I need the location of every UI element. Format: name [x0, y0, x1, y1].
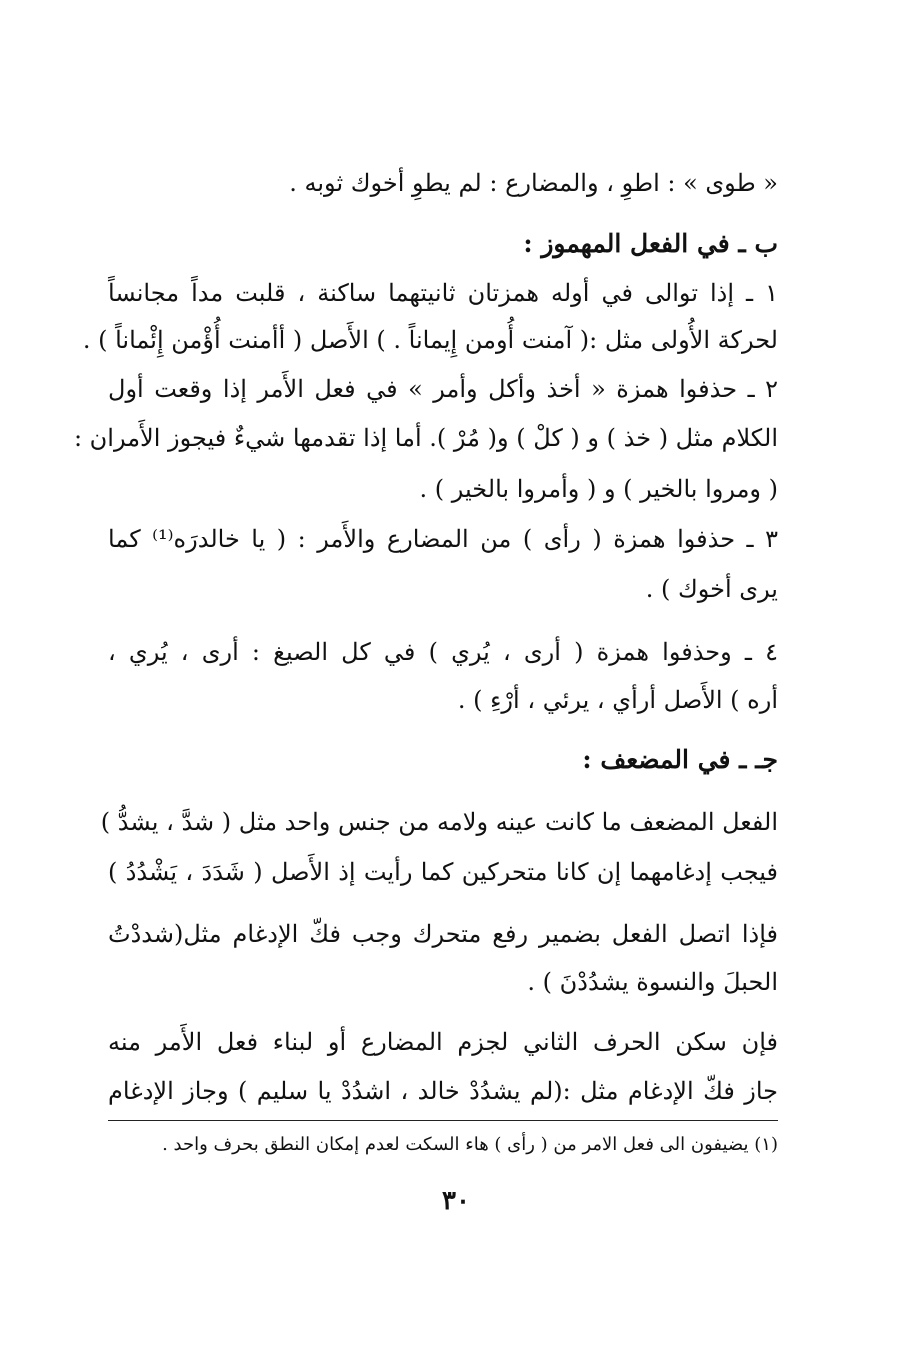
footnote: (١) يضيفون الى فعل الامر من ( رأى ) هاء السكت لعدم إمكان النطق بحرف واحد . — [162, 1134, 778, 1155]
text-line-14: فيجب إدغامهما إن كانا متحركين كما رأيت إذ الأَصل ( شَدَدَ ، يَشْدُدُ ) — [108, 858, 778, 886]
text-line-13: الفعل المضعف ما كانت عينه ولامه من جنس واحد مثل ( شدَّ ، يشدُّ ) — [100, 808, 778, 836]
text-line-8: ٣ ـ حذفوا همزة ( رأى ) من المضارع والأَمر : ( يا خالدرَه⁽¹⁾ كما — [108, 525, 778, 553]
text-line-16: الحبلَ والنسوة يشدُدْنَ ) . — [527, 968, 778, 996]
text-line-15: فإذا اتصل الفعل بضمير رفع متحرك وجب فكّ الإدغام مثل(شددْتُ — [108, 920, 778, 948]
text-line-9: يرى أخوك ) . — [645, 575, 778, 603]
text-line-11: أره ) الأَصل أرأي ، يرئي ، أرْءِ ) . — [457, 686, 778, 714]
text-line-7: ( ومروا بالخير ) و ( وأمروا بالخير ) . — [419, 475, 778, 503]
page-number: ٣٠ — [442, 1186, 470, 1216]
text-line-6: الكلام مثل ( خذ ) و ( كلْ ) و( مُرْ ). أما إذا تقدمها شيءٌ فيجوز الأَمران : — [73, 424, 778, 452]
section-heading-hamzated-verb: ب ـ في الفعل المهموز : — [523, 229, 778, 258]
text-line-1: « طوى » : اطوِ ، والمضارع : لم يطوِ أخوك ثوبه . — [289, 169, 778, 197]
text-line-10: ٤ ـ وحذفوا همزة ( أرى ، يُري ) في كل الصيغ : أرى ، يُري ، — [108, 638, 778, 666]
text-line-5: ٢ ـ حذفوا همزة « أخذ وأكل وأمر » في فعل الأَمر إذا وقعت أول — [108, 375, 778, 403]
section-heading-doubled-verb: جـ ـ في المضعف : — [582, 745, 778, 774]
text-line-4: لحركة الأُولى مثل :( آمنت أُومن إِيماناً . ) الأَصل ( أأمنت أُؤْمن إِئْماناً ) . — [82, 326, 778, 354]
text-line-3: ١ ـ إذا توالى في أوله همزتان ثانيتهما ساكنة ، قلبت مداً مجانساً — [108, 279, 778, 307]
text-line-17: فإن سكن الحرف الثاني لجزم المضارع أو لبناء فعل الأَمر منه — [108, 1028, 778, 1056]
footnote-divider — [108, 1120, 778, 1121]
text-line-18: جاز فكّ الإدغام مثل :(لم يشدُدْ خالد ، اشدُدْ يا سليم ) وجاز الإدغام — [108, 1077, 778, 1105]
